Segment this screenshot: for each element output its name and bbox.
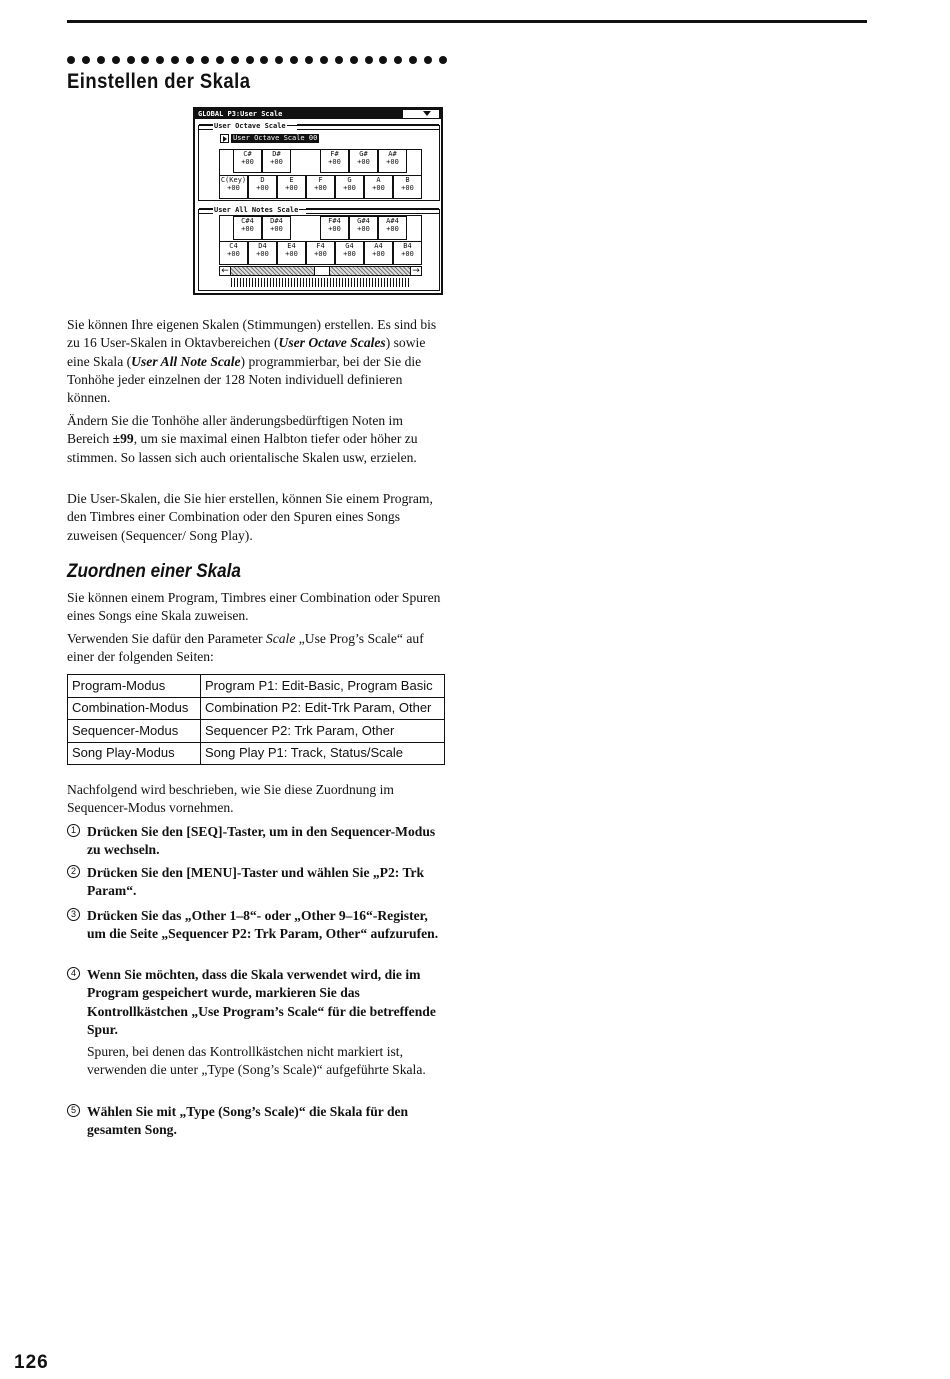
- key-note-label: B: [405, 176, 410, 184]
- play-icon[interactable]: [220, 134, 229, 143]
- step-text: Wählen Sie mit „Type (Song’s Scale)“ die Skala für den gesamten Song.: [87, 1104, 409, 1138]
- bullet-dot: [127, 56, 135, 64]
- key-value: +00: [241, 225, 254, 233]
- key-cell[interactable]: [262, 216, 291, 240]
- key-note-label: G4: [345, 242, 354, 250]
- key-note-label: G#: [359, 150, 368, 158]
- table-row: [68, 742, 445, 765]
- key-note-label: F#4: [328, 217, 341, 225]
- key-note-label: D: [260, 176, 265, 184]
- key-cell[interactable]: [219, 175, 248, 199]
- octave-section-label: User Octave Scale: [214, 122, 286, 130]
- mini-keyboard-overview: [231, 278, 411, 287]
- key-cell[interactable]: [277, 175, 306, 199]
- bullet-dot: [216, 56, 224, 64]
- scroll-left-arrow-icon[interactable]: ←: [220, 267, 231, 275]
- key-value: +00: [270, 158, 283, 166]
- key-cell[interactable]: [349, 149, 378, 173]
- key-value: +00: [256, 184, 269, 192]
- key-value: +00: [314, 250, 327, 258]
- bullet-dot: [112, 56, 120, 64]
- after-table-paragraph: Nachfolgend wird beschrieben, wie Sie diese Zuordnung im Sequencer-Modus vornehmen.: [67, 782, 394, 816]
- page-cell: Song Play P1: Track, Status/Scale: [201, 742, 445, 765]
- step-text: Drücken Sie den [SEQ]-Taster, um in den Sequencer-Modus zu wechseln.: [87, 824, 436, 858]
- key-cell[interactable]: [277, 241, 306, 265]
- step-number: 3: [67, 908, 80, 921]
- mode-cell: Program-Modus: [68, 675, 201, 698]
- step-item: [67, 966, 447, 1039]
- key-cell[interactable]: [219, 241, 248, 265]
- intro-paragraph-1: Sie können Ihre eigenen Skalen (Stimmungen) erstellen. Es sind bis zu 16 User-Skalen in Oktavbereichen (User Octave Scales) sowie eine Skala (User All Note Scale) programmierbar, bei der Sie die Tonhöhe jeder einzelnen der 128 Noten individuell definieren können.: [67, 317, 437, 406]
- assign-paragraph-1: Sie können einem Program, Timbres einer Combination oder Spuren eines Songs eine Skala zuweisen.: [67, 590, 441, 624]
- bullet-dot: [320, 56, 328, 64]
- table-row: [68, 720, 445, 743]
- bullet-dot: [246, 56, 254, 64]
- lcd-page-title: GLOBAL P3:User Scale: [198, 110, 283, 118]
- section-rule: [199, 124, 213, 130]
- step-text: Wenn Sie möchten, dass die Skala verwendet wird, die im Program gespeichert wurde, markieren Sie das Kontrollkästchen „Use Program’s Scale“ für die betreffende Spur.: [87, 967, 436, 1037]
- key-value: +00: [401, 184, 414, 192]
- key-value: +00: [372, 250, 385, 258]
- key-cell[interactable]: [233, 149, 262, 173]
- top-rule: [67, 20, 867, 23]
- key-cell[interactable]: [378, 216, 407, 240]
- key-cell[interactable]: [320, 149, 349, 173]
- intro-paragraph-2: Ändern Sie die Tonhöhe aller änderungsbedürftigen Noten im Bereich ±99, um sie maximal einen Halbton tiefer oder höher zu stimmen. So lassen sich auch orientalische Skalen usw, erzielen.: [67, 413, 418, 465]
- key-note-label: B4: [403, 242, 412, 250]
- intro-paragraph-3: Die User-Skalen, die Sie hier erstellen, können Sie einem Program, den Timbres einer Combination oder den Spuren eines Songs zuweisen (Sequencer/ Song Play).: [67, 491, 433, 543]
- key-cell[interactable]: [233, 216, 262, 240]
- key-note-label: A#: [388, 150, 397, 158]
- key-cell[interactable]: [393, 241, 422, 265]
- key-value: +00: [386, 158, 399, 166]
- key-note-label: C#4: [241, 217, 254, 225]
- key-value: +00: [372, 184, 385, 192]
- page-cell: Program P1: Edit-Basic, Program Basic: [201, 675, 445, 698]
- all-notes-section-label: User All Notes Scale: [214, 206, 299, 214]
- step-number: 1: [67, 824, 80, 837]
- heading-dot-rule: [67, 56, 447, 68]
- key-note-label: A: [376, 176, 381, 184]
- step-number: 2: [67, 865, 80, 878]
- lcd-screenshot: [193, 107, 443, 295]
- page-number: 126: [14, 1352, 49, 1373]
- page-cell: Sequencer P2: Trk Param, Other: [201, 720, 445, 743]
- key-cell[interactable]: [393, 175, 422, 199]
- key-cell[interactable]: [248, 241, 277, 265]
- step-text: Drücken Sie das „Other 1–8“- oder „Other 9–16“-Register, um die Seite „Sequencer P2: Trk Param, Other“ aufzurufen.: [87, 908, 439, 942]
- step-number: 5: [67, 1104, 80, 1117]
- lcd-title-bar: [195, 109, 441, 119]
- key-value: +00: [357, 225, 370, 233]
- key-cell[interactable]: [335, 241, 364, 265]
- key-note-label: E: [289, 176, 294, 184]
- bullet-dot: [305, 56, 313, 64]
- modes-table: [67, 674, 445, 765]
- key-value: +00: [241, 158, 254, 166]
- key-note-label: C#: [243, 150, 252, 158]
- key-value: +00: [328, 158, 341, 166]
- bullet-dot: [439, 56, 447, 64]
- key-value: +00: [285, 250, 298, 258]
- key-note-label: D#4: [270, 217, 283, 225]
- key-value: +00: [270, 225, 283, 233]
- bullet-dot: [260, 56, 268, 64]
- key-cell[interactable]: [364, 175, 393, 199]
- key-note-label: A4: [374, 242, 383, 250]
- key-value: +00: [285, 184, 298, 192]
- bullet-dot: [67, 56, 75, 64]
- key-note-label: F#: [330, 150, 339, 158]
- section-rule: [199, 208, 213, 214]
- bullet-dot: [350, 56, 358, 64]
- key-note-label: A#4: [386, 217, 399, 225]
- bullet-dot: [335, 56, 343, 64]
- bullet-dot: [275, 56, 283, 64]
- bullet-dot: [141, 56, 149, 64]
- key-value: +00: [227, 184, 240, 192]
- page-menu-dropdown[interactable]: [402, 110, 439, 118]
- key-value: +00: [328, 225, 341, 233]
- step-4-note: Spuren, bei denen das Kontrollkästchen nicht markiert ist, verwenden die unter „Type (Song’s Scale)“ aufgeführte Skala.: [87, 1044, 426, 1078]
- section-heading: Einstellen der Skala: [67, 70, 251, 93]
- bullet-dot: [201, 56, 209, 64]
- step-text: Drücken Sie den [MENU]-Taster und wählen Sie „P2: Trk Param“.: [87, 865, 425, 899]
- step-item: [67, 907, 447, 944]
- key-note-label: F: [318, 176, 323, 184]
- key-cell[interactable]: [306, 241, 335, 265]
- chevron-down-icon: [423, 111, 431, 116]
- key-cell[interactable]: [364, 241, 393, 265]
- step-number: 4: [67, 967, 80, 980]
- key-note-label: G: [347, 176, 352, 184]
- bullet-dot: [379, 56, 387, 64]
- page-cell: Combination P2: Edit-Trk Param, Other: [201, 697, 445, 720]
- bullet-dot: [82, 56, 90, 64]
- key-cell[interactable]: [349, 216, 378, 240]
- assign-paragraph-2: Verwenden Sie dafür den Parameter Scale „Use Prog’s Scale“ auf einer der folgenden Seiten:: [67, 631, 424, 665]
- bullet-dot: [365, 56, 373, 64]
- bullet-dot: [409, 56, 417, 64]
- key-note-label: D#: [272, 150, 281, 158]
- scroll-right-arrow-icon[interactable]: →: [410, 267, 421, 275]
- mode-cell: Song Play-Modus: [68, 742, 201, 765]
- key-value: +00: [401, 250, 414, 258]
- keyboard-scrollbar[interactable]: [219, 266, 422, 276]
- step-item: [67, 864, 447, 901]
- key-note-label: C(Key): [220, 176, 247, 184]
- key-note-label: D4: [258, 242, 267, 250]
- key-value: +00: [357, 158, 370, 166]
- bullet-dot: [97, 56, 105, 64]
- key-cell[interactable]: [262, 149, 291, 173]
- key-value: +00: [386, 225, 399, 233]
- key-value: +00: [256, 250, 269, 258]
- step-item: [67, 823, 447, 860]
- bullet-dot: [171, 56, 179, 64]
- mode-cell: Sequencer-Modus: [68, 720, 201, 743]
- key-value: +00: [343, 184, 356, 192]
- key-note-label: E4: [287, 242, 296, 250]
- key-cell[interactable]: [248, 175, 277, 199]
- step-item: [67, 1103, 447, 1140]
- section-rule: [297, 124, 439, 130]
- bullet-dot: [424, 56, 432, 64]
- key-note-label: C4: [229, 242, 238, 250]
- key-cell[interactable]: [335, 175, 364, 199]
- table-row: [68, 697, 445, 720]
- key-note-label: F4: [316, 242, 325, 250]
- key-value: +00: [343, 250, 356, 258]
- subheading: Zuordnen einer Skala: [67, 561, 241, 582]
- bullet-dot: [231, 56, 239, 64]
- mode-cell: Combination-Modus: [68, 697, 201, 720]
- table-row: [68, 675, 445, 698]
- key-cell[interactable]: [306, 175, 335, 199]
- bullet-dot: [156, 56, 164, 64]
- scroll-thumb[interactable]: [314, 267, 330, 275]
- bullet-dot: [186, 56, 194, 64]
- bullet-dot: [290, 56, 298, 64]
- octave-scale-select[interactable]: User Octave Scale 00: [233, 134, 318, 142]
- key-note-label: G#4: [357, 217, 370, 225]
- key-value: +00: [314, 184, 327, 192]
- key-value: +00: [227, 250, 240, 258]
- section-rule: [306, 208, 439, 214]
- bullet-dot: [394, 56, 402, 64]
- key-cell[interactable]: [320, 216, 349, 240]
- key-cell[interactable]: [378, 149, 407, 173]
